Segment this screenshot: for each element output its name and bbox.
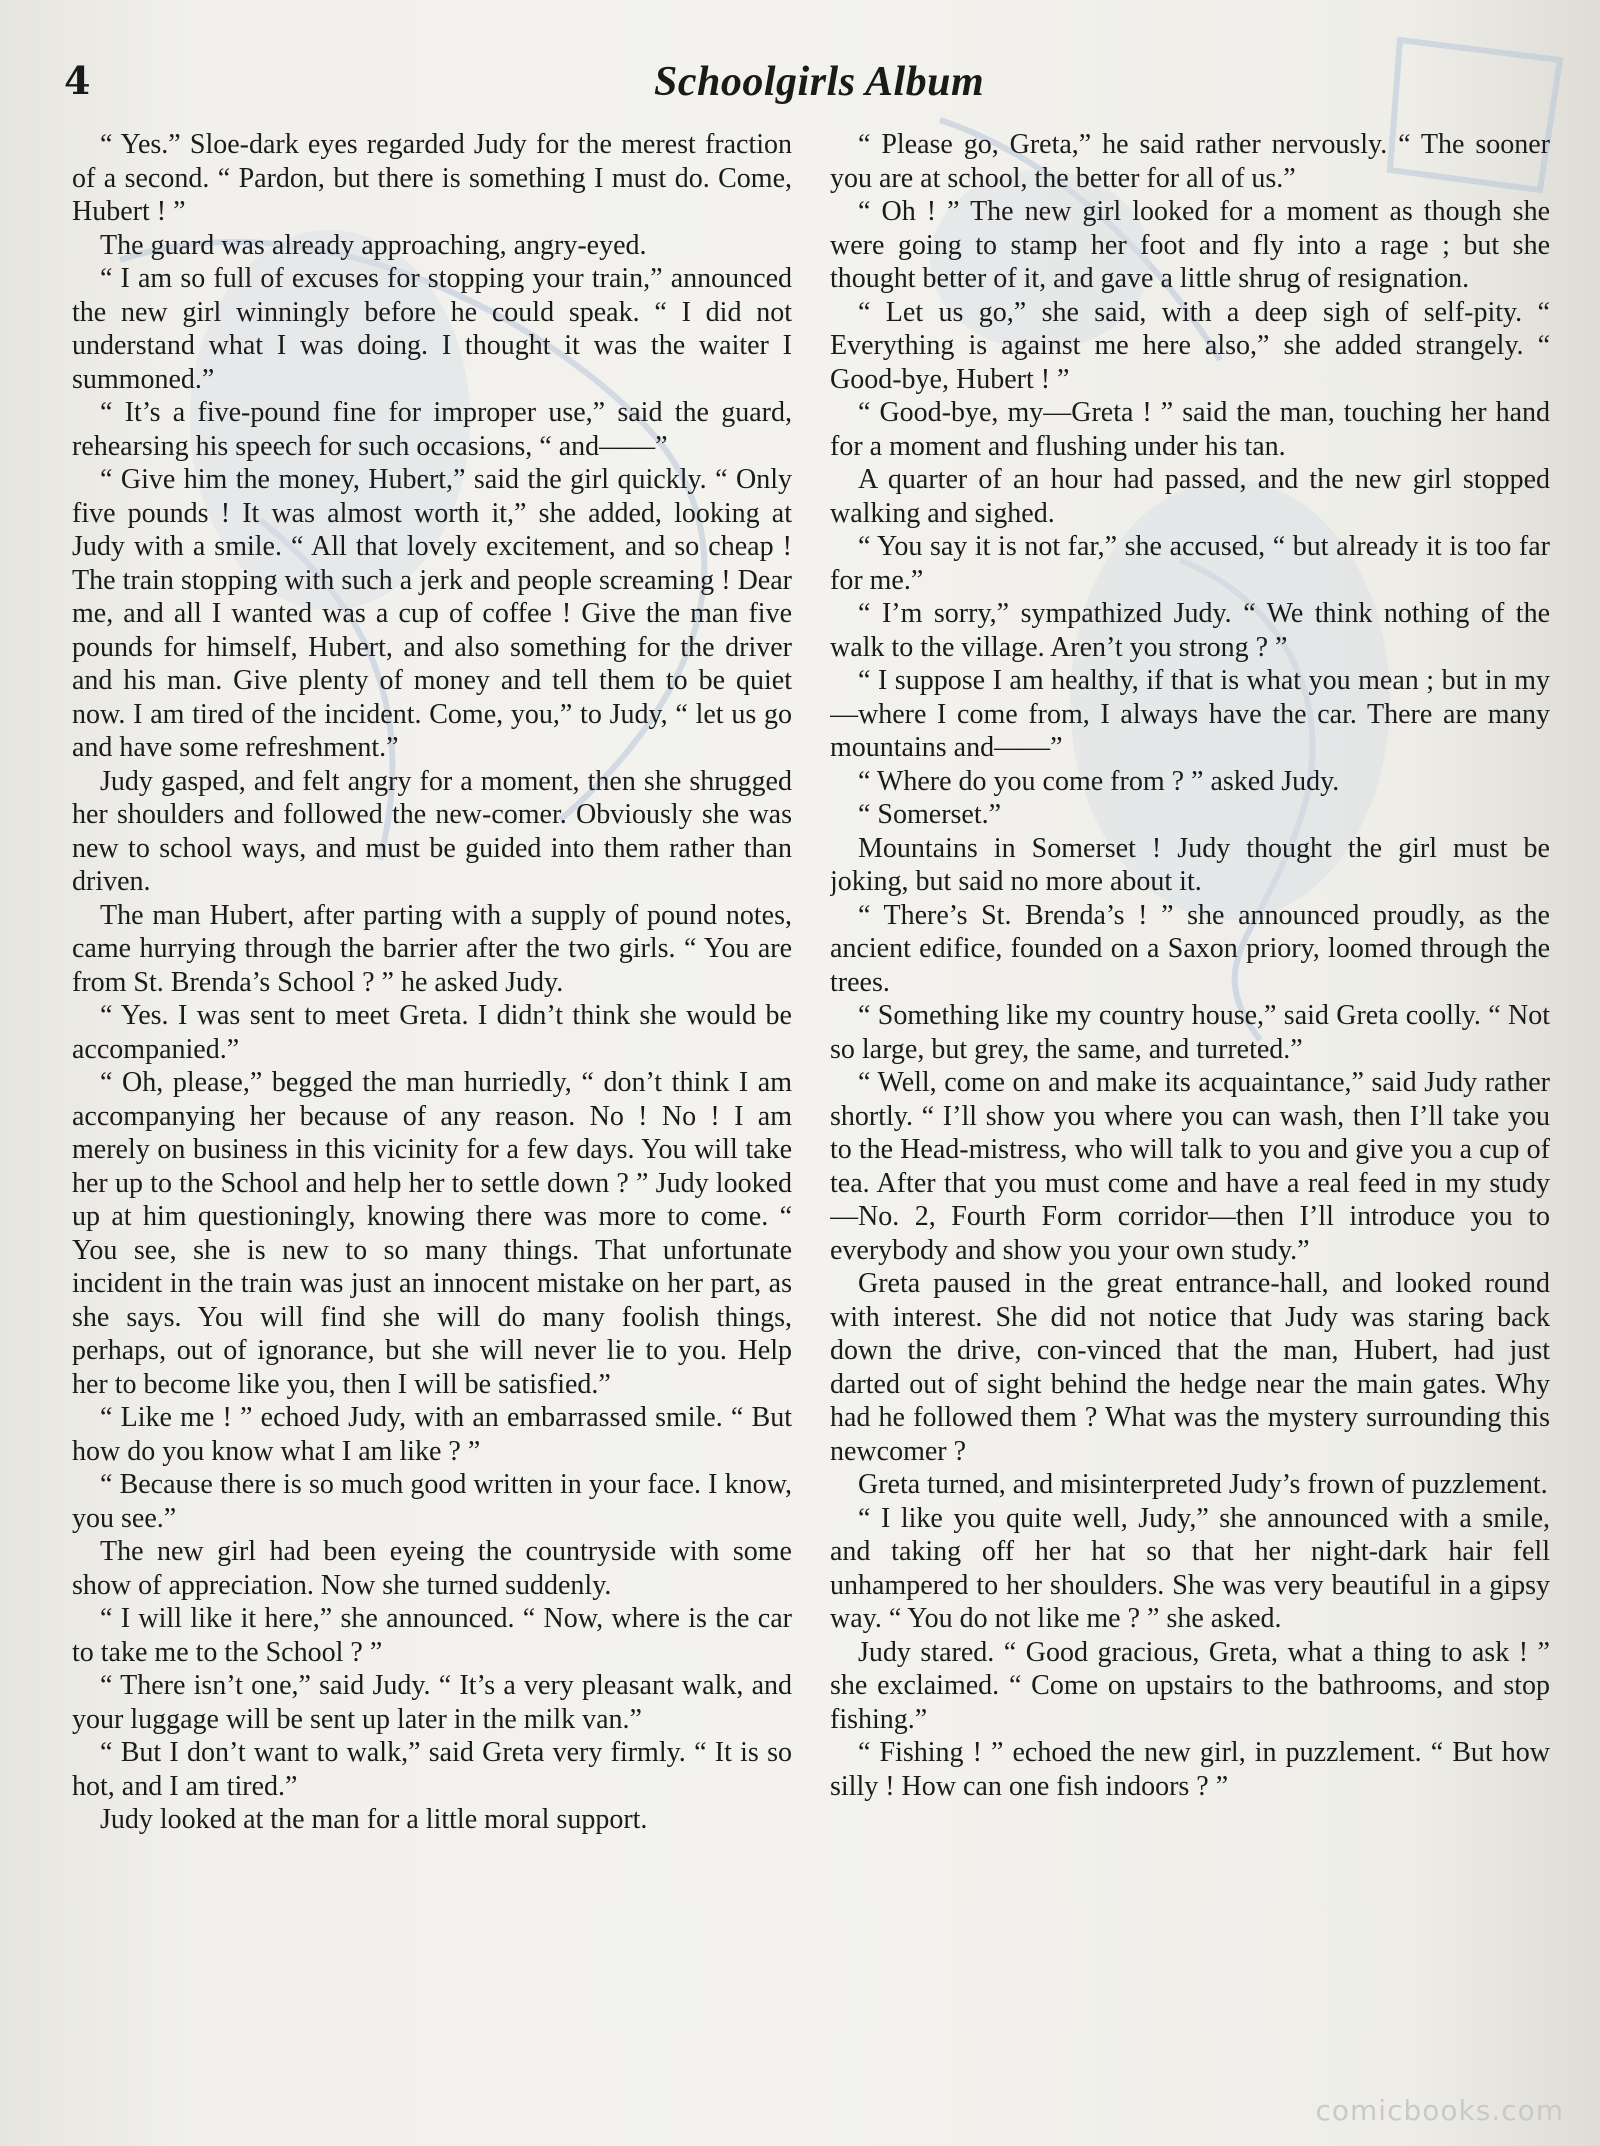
paragraph: The guard was already approaching, angry-eyed. [100,229,647,261]
paragraph: “ I will like it here,” she announced. “ Now, where is the car to take me to the School ? ” [72,1603,792,1668]
paragraph: Judy stared. “ Good gracious, Greta, what a thing to ask ! ” she exclaimed. “ Come on upstairs to the bathrooms, and stop fishing.” [830,1636,1550,1735]
page-header [64,58,1544,114]
paragraph: “ Oh, please,” begged the man hurriedly, “ don’t think I am accompanying her because of any reason. No ! No ! I am merely on business in this vicinity for a few days. You will take her up to the School and help her to settle down ? ” Judy looked up at him questioningly, knowing there was more to come. “ You see, she is new to so many things. That unfortunate incident in the train was just an innocent mistake on her part, as she says. You will find she will do many foolish things, perhaps, out of ignorance, but she will never lie to you. Help her to become like you, then I will be satisfied.” [72,1067,792,1400]
right-column [830,128,1550,2048]
paragraph: Judy looked at the man for a little moral support. [100,1804,648,1835]
paragraph: “ But I don’t want to walk,” said Greta very firmly. “ It is so hot, and I am tired.” [72,1737,792,1802]
paragraph: “ I’m sorry,” sympathized Judy. “ We think nothing of the walk to the village. Aren’t you strong ? ” [830,598,1550,663]
paragraph: “ Yes.” Sloe-dark eyes regarded Judy for the merest fraction of a second. “ Pardon, but there is something I must do. Come, Hubert ! ” [72,129,792,227]
running-title: Schoolgirls Album [654,59,985,105]
page-number: 4 [64,58,91,103]
paragraph: “ Where do you come from ? ” asked Judy. [858,765,1340,797]
paragraph: Mountains in Somerset ! Judy thought the girl must be joking, but said no more about it. [830,832,1550,897]
paragraph: “ Yes. I was sent to meet Greta. I didn’t think she would be accompanied.” [72,1000,792,1065]
paragraph: “ Because there is so much good written in your face. I know, you see.” [72,1469,792,1534]
paragraph: “ There isn’t one,” said Judy. “ It’s a very pleasant walk, and your luggage will be sent up later in the milk van.” [72,1670,792,1735]
left-column [72,128,792,2048]
paragraph: Greta paused in the great entrance-hall, and looked round with interest. She did not notice that Judy was staring back down the drive, con-vinced that the man, Hubert, had just darted out of sight behind the hedge near the main gates. Why had he followed them ? What was the mystery surrounding this newcomer ? [830,1268,1550,1467]
paragraph: “ There’s St. Brenda’s ! ” she announced proudly, as the ancient edifice, founded on a Saxon priory, loomed through the trees. [830,899,1550,998]
paragraph: “ Let us go,” she said, with a deep sigh of self-pity. “ Everything is against me here also,” she added strangely. “ Good-bye, Hubert ! ” [830,296,1550,395]
paragraph: “ Well, come on and make its acquaintance,” said Judy rather shortly. “ I’ll show you where you can wash, then I’ll take you to the Head-mistress, who will talk to you and give you a cup of tea. After that you must come and have a real feed in my study—No. 2, Fourth Form corridor—then I’ll introduce you to everybody and show you your own study.” [830,1067,1550,1266]
paragraph: “ I like you quite well, Judy,” she announced with a smile, and taking off her hat so that her night-dark hair fell unhampered to her shoulders. She was very beautiful in a gipsy way. “ You do not like me ? ” she asked. [830,1502,1550,1634]
paragraph: A quarter of an hour had passed, and the new girl stopped walking and sighed. [830,464,1550,529]
paragraph: “ Give him the money, Hubert,” said the girl quickly. “ Only five pounds ! It was almost worth it,” she added, looking at Judy with a smile. “ All that lovely excitement, and so cheap ! The train stopping with such a jerk and people screaming ! Dear me, and all I wanted was a cup of coffee ! Give the man five pounds for himself, Hubert, and also something for the driver and his man. Give plenty of money and tell them to be quiet now. I am tired of the incident. Come, you,” to Judy, “ let us go and have some refreshment.” [72,464,792,763]
paragraph: Judy gasped, and felt angry for a moment, then she shrugged her shoulders and followed the new-comer. Obviously she was new to school ways, and must be guided into them rather than driven. [72,765,792,897]
paragraph: “ It’s a five-pound fine for improper use,” said the guard, rehearsing his speech for such occasions, “ and——” [72,397,792,462]
paragraph: “ I am so full of excuses for stopping your train,” announced the new girl winningly before he could speak. “ I did not understand what I was doing. I thought it was the waiter I summoned.” [72,263,792,395]
paragraph: “ Please go, Greta,” he said rather nervously. “ The sooner you are at school, the better for all of us.” [830,129,1550,194]
paragraph: The new girl had been eyeing the countryside with some show of appreciation. Now she turned suddenly. [72,1536,792,1601]
paragraph: “ I suppose I am healthy, if that is what you mean ; but in my—where I come from, I always have the car. There are many mountains and——” [830,665,1550,763]
paragraph: The man Hubert, after parting with a supply of pound notes, came hurrying through the barrier after the two girls. “ You are from St. Brenda’s School ? ” he asked Judy. [72,899,792,998]
paragraph: “ Good-bye, my—Greta ! ” said the man, touching her hand for a moment and flushing under his tan. [830,397,1550,462]
paragraph: “ Fishing ! ” echoed the new girl, in puzzlement. “ But how silly ! How can one fish indoors ? ” [830,1737,1550,1802]
paragraph: “ Something like my country house,” said Greta coolly. “ Not so large, but grey, the same, and turreted.” [830,1000,1550,1065]
paragraph: “ Like me ! ” echoed Judy, with an embarrassed smile. “ But how do you know what I am like ? ” [72,1402,792,1467]
paragraph: “ Oh ! ” The new girl looked for a moment as though she were going to stamp her foot and fly into a rage ; but she thought better of it, and gave a little shrug of resignation. [830,196,1550,294]
watermark: comicbooks.com [1315,2094,1564,2127]
paragraph: “ You say it is not far,” she accused, “ but already it is too far for me.” [830,531,1550,596]
paragraph: Greta turned, and misinterpreted Judy’s frown of puzzlement. [858,1469,1548,1500]
paragraph: “ Somerset.” [858,799,1002,830]
